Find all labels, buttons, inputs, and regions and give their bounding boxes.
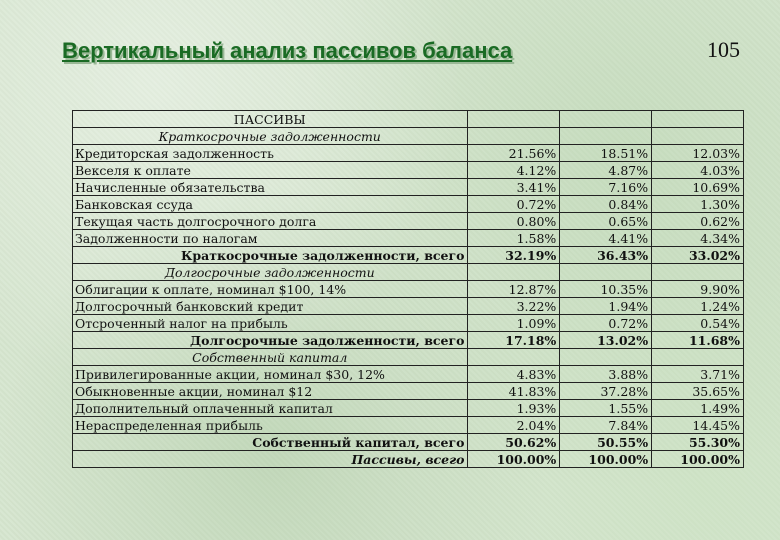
empty-cell bbox=[560, 111, 652, 128]
table-row bbox=[73, 298, 744, 315]
grand-total-label: Пассивы, всего bbox=[73, 451, 468, 468]
value-cell: 33.02% bbox=[652, 247, 744, 264]
value-cell: 50.62% bbox=[468, 434, 560, 451]
row-label: Начисленные обязательства bbox=[73, 179, 468, 196]
row-label: Задолженности по налогам bbox=[73, 230, 468, 247]
value-cell: 14.45% bbox=[652, 417, 744, 434]
table-row bbox=[73, 400, 744, 417]
subtotal-row bbox=[73, 332, 744, 349]
value-cell: 100.00% bbox=[560, 451, 652, 468]
row-label: Дополнительный оплаченный капитал bbox=[73, 400, 468, 417]
value-cell: 32.19% bbox=[468, 247, 560, 264]
value-cell: 35.65% bbox=[652, 383, 744, 400]
slide-title: Вертикальный анализ пассивов баланса bbox=[62, 38, 513, 63]
value-cell: 1.24% bbox=[652, 298, 744, 315]
value-cell: 7.84% bbox=[560, 417, 652, 434]
value-cell: 9.90% bbox=[652, 281, 744, 298]
table-row bbox=[73, 162, 744, 179]
section-title: Краткосрочные задолженности bbox=[73, 128, 468, 145]
table-row bbox=[73, 281, 744, 298]
empty-cell bbox=[560, 128, 652, 145]
table-row bbox=[73, 315, 744, 332]
value-cell: 10.69% bbox=[652, 179, 744, 196]
page-number: 105 bbox=[707, 37, 740, 62]
table-row bbox=[73, 383, 744, 400]
value-cell: 0.84% bbox=[560, 196, 652, 213]
table-row bbox=[73, 196, 744, 213]
value-cell: 4.03% bbox=[652, 162, 744, 179]
row-label: Банковская ссуда bbox=[73, 196, 468, 213]
value-cell: 100.00% bbox=[468, 451, 560, 468]
row-label: Привилегированные акции, номинал $30, 12% bbox=[73, 366, 468, 383]
value-cell: 12.87% bbox=[468, 281, 560, 298]
value-cell: 1.55% bbox=[560, 400, 652, 417]
value-cell: 11.68% bbox=[652, 332, 744, 349]
value-cell: 4.83% bbox=[468, 366, 560, 383]
subtotal-row bbox=[73, 434, 744, 451]
value-cell: 50.55% bbox=[560, 434, 652, 451]
value-cell: 1.30% bbox=[652, 196, 744, 213]
value-cell: 1.49% bbox=[652, 400, 744, 417]
table-row bbox=[73, 230, 744, 247]
header-cell: ПАССИВЫ bbox=[73, 111, 468, 128]
value-cell: 4.87% bbox=[560, 162, 652, 179]
empty-cell bbox=[560, 264, 652, 281]
value-cell: 4.12% bbox=[468, 162, 560, 179]
row-label: Отсроченный налог на прибыль bbox=[73, 315, 468, 332]
value-cell: 0.72% bbox=[468, 196, 560, 213]
section-title: Долгосрочные задолженности bbox=[73, 264, 468, 281]
empty-cell bbox=[468, 349, 560, 366]
value-cell: 1.93% bbox=[468, 400, 560, 417]
section-header-row bbox=[73, 264, 744, 281]
value-cell: 3.41% bbox=[468, 179, 560, 196]
row-label: Векселя к оплате bbox=[73, 162, 468, 179]
section-header-row bbox=[73, 349, 744, 366]
value-cell: 2.04% bbox=[468, 417, 560, 434]
value-cell: 0.80% bbox=[468, 213, 560, 230]
row-label: Обыкновенные акции, номинал $12 bbox=[73, 383, 468, 400]
row-label: Кредиторская задолженность bbox=[73, 145, 468, 162]
section-title: Собственный капитал bbox=[73, 349, 468, 366]
value-cell: 37.28% bbox=[560, 383, 652, 400]
value-cell: 1.94% bbox=[560, 298, 652, 315]
empty-cell bbox=[468, 128, 560, 145]
table-row bbox=[73, 179, 744, 196]
value-cell: 4.41% bbox=[560, 230, 652, 247]
value-cell: 7.16% bbox=[560, 179, 652, 196]
value-cell: 55.30% bbox=[652, 434, 744, 451]
subtotal-row bbox=[73, 247, 744, 264]
value-cell: 18.51% bbox=[560, 145, 652, 162]
empty-cell bbox=[468, 264, 560, 281]
value-cell: 12.03% bbox=[652, 145, 744, 162]
empty-cell bbox=[652, 264, 744, 281]
value-cell: 4.34% bbox=[652, 230, 744, 247]
table-row bbox=[73, 417, 744, 434]
value-cell: 36.43% bbox=[560, 247, 652, 264]
empty-cell bbox=[560, 349, 652, 366]
value-cell: 1.58% bbox=[468, 230, 560, 247]
value-cell: 10.35% bbox=[560, 281, 652, 298]
value-cell: 3.71% bbox=[652, 366, 744, 383]
table-header-row bbox=[73, 111, 744, 128]
empty-cell bbox=[652, 111, 744, 128]
value-cell: 0.54% bbox=[652, 315, 744, 332]
table-row bbox=[73, 213, 744, 230]
empty-cell bbox=[652, 128, 744, 145]
empty-cell bbox=[468, 111, 560, 128]
value-cell: 0.62% bbox=[652, 213, 744, 230]
row-label: Текущая часть долгосрочного долга bbox=[73, 213, 468, 230]
value-cell: 21.56% bbox=[468, 145, 560, 162]
value-cell: 13.02% bbox=[560, 332, 652, 349]
value-cell: 0.65% bbox=[560, 213, 652, 230]
value-cell: 17.18% bbox=[468, 332, 560, 349]
value-cell: 1.09% bbox=[468, 315, 560, 332]
section-header-row bbox=[73, 128, 744, 145]
subtotal-label: Краткосрочные задолженности, всего bbox=[73, 247, 468, 264]
subtotal-label: Долгосрочные задолженности, всего bbox=[73, 332, 468, 349]
table-row bbox=[73, 145, 744, 162]
row-label: Облигации к оплате, номинал $100, 14% bbox=[73, 281, 468, 298]
value-cell: 3.22% bbox=[468, 298, 560, 315]
value-cell: 0.72% bbox=[560, 315, 652, 332]
liabilities-table bbox=[72, 110, 744, 468]
subtotal-label: Собственный капитал, всего bbox=[73, 434, 468, 451]
empty-cell bbox=[652, 349, 744, 366]
row-label: Нераспределенная прибыль bbox=[73, 417, 468, 434]
table-row bbox=[73, 366, 744, 383]
value-cell: 3.88% bbox=[560, 366, 652, 383]
value-cell: 100.00% bbox=[652, 451, 744, 468]
row-label: Долгосрочный банковский кредит bbox=[73, 298, 468, 315]
grand-total-row bbox=[73, 451, 744, 468]
value-cell: 41.83% bbox=[468, 383, 560, 400]
